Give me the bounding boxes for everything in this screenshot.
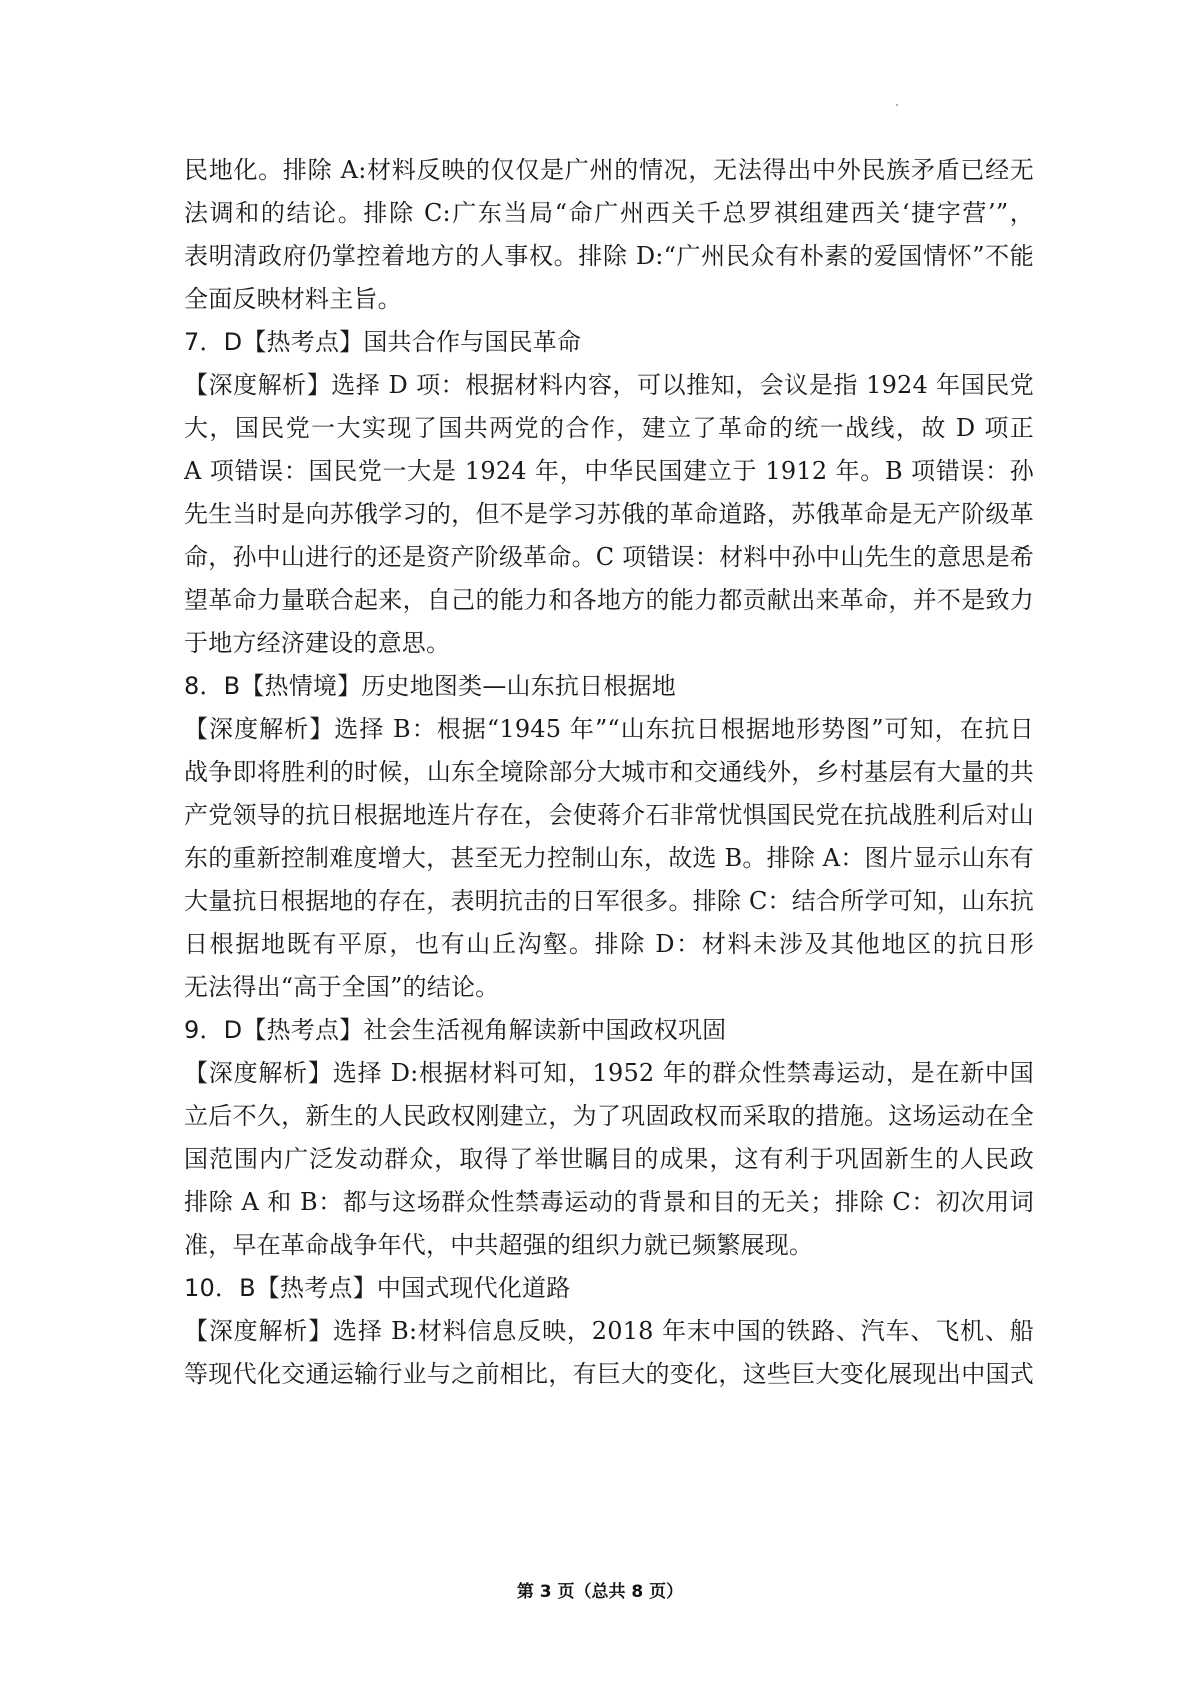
paragraph-line: 东的重新控制难度增大，甚至无力控制山东，故选 B。排除 A：图片显示山东有 (184, 844, 1034, 872)
paragraph-line: 等现代化交通运输行业与之前相比，有巨大的变化，这些巨大变化展现出中国式 (184, 1360, 1034, 1388)
paragraph-line: 日根据地既有平原，也有山丘沟壑。排除 D：材料未涉及其他地区的抗日形 (184, 930, 1034, 958)
paragraph-line: 【深度解析】选择 B:材料信息反映，2018 年末中国的铁路、汽车、飞机、船 (184, 1317, 1034, 1345)
paragraph-line: 【深度解析】选择 D 项：根据材料内容，可以推知，会议是指 1924 年国民党 (184, 371, 1034, 399)
paragraph-line: 无法得出“高于全国”的结论。 (184, 973, 500, 1001)
paragraph-line: 命，孙中山进行的还是资产阶级革命。C 项错误：材料中孙中山先生的意思是希 (184, 543, 1034, 571)
paragraph-line: 立后不久，新生的人民政权刚建立，为了巩固政权而采取的措施。这场运动在全 (184, 1102, 1034, 1130)
page-number-footer: 第 3 页（总共 8 页） (516, 1582, 684, 1602)
paragraph-line: 表明清政府仍掌控着地方的人事权。排除 D:“广州民众有朴素的爱国情怀”不能 (184, 242, 1034, 270)
paragraph-line: 全面反映材料主旨。 (184, 285, 402, 313)
paragraph-line: 大，国民党一大实现了国共两党的合作，建立了革命的统一战线，故 D 项正 (184, 414, 1034, 442)
paragraph-line: 国范围内广泛发动群众，取得了举世瞩目的成果，这有利于巩固新生的人民政 (184, 1145, 1034, 1173)
question-8-heading: 8．B【热情境】历史地图类—山东抗日根据地 (184, 672, 676, 700)
paragraph-line: 先生当时是向苏俄学习的，但不是学习苏俄的革命道路，苏俄革命是无产阶级革 (184, 500, 1034, 528)
paragraph-line: 【深度解析】选择 B：根据“1945 年”“山东抗日根据地形势图”可知，在抗日 (184, 715, 1034, 743)
paragraph-line: 【深度解析】选择 D:根据材料可知，1952 年的群众性禁毒运动，是在新中国 (184, 1059, 1034, 1087)
paragraph-line: 产党领导的抗日根据地连片存在，会使蒋介石非常忧惧国民党在抗战胜利后对山 (184, 801, 1034, 829)
paragraph-line: 于地方经济建设的意思。 (184, 629, 451, 657)
paragraph-line: 排除 A 和 B：都与这场群众性禁毒运动的背景和目的无关；排除 C：初次用词 (184, 1188, 1034, 1216)
paragraph-line: 大量抗日根据地的存在，表明抗击的日军很多。排除 C：结合所学可知，山东抗 (184, 887, 1034, 915)
question-10-heading: 10．B【热考点】中国式现代化道路 (184, 1274, 571, 1302)
paragraph-line: 战争即将胜利的时候，山东全境除部分大城市和交通线外，乡村基层有大量的共 (184, 758, 1034, 786)
answer-analysis-body (184, 149, 1034, 1396)
paragraph-line: 民地化。排除 A:材料反映的仅仅是广州的情况，无法得出中外民族矛盾已经无 (184, 156, 1034, 184)
question-9-heading: 9．D【热考点】社会生活视角解读新中国政权巩固 (184, 1016, 727, 1044)
paragraph-line: 准，早在革命战争年代，中共超强的组织力就已频繁展现。 (184, 1231, 814, 1259)
paragraph-line: A 项错误：国民党一大是 1924 年，中华民国建立于 1912 年。B 项错误：孙 (184, 457, 1034, 485)
scan-speck (896, 104, 898, 106)
paragraph-line: 法调和的结论。排除 C:广东当局“命广州西关千总罗祺组建西关‘捷字营’”， (184, 199, 1034, 227)
paragraph-line: 望革命力量联合起来，自己的能力和各地方的能力都贡献出来革命，并不是致力 (184, 586, 1034, 614)
question-7-heading: 7．D【热考点】国共合作与国民革命 (184, 328, 582, 356)
